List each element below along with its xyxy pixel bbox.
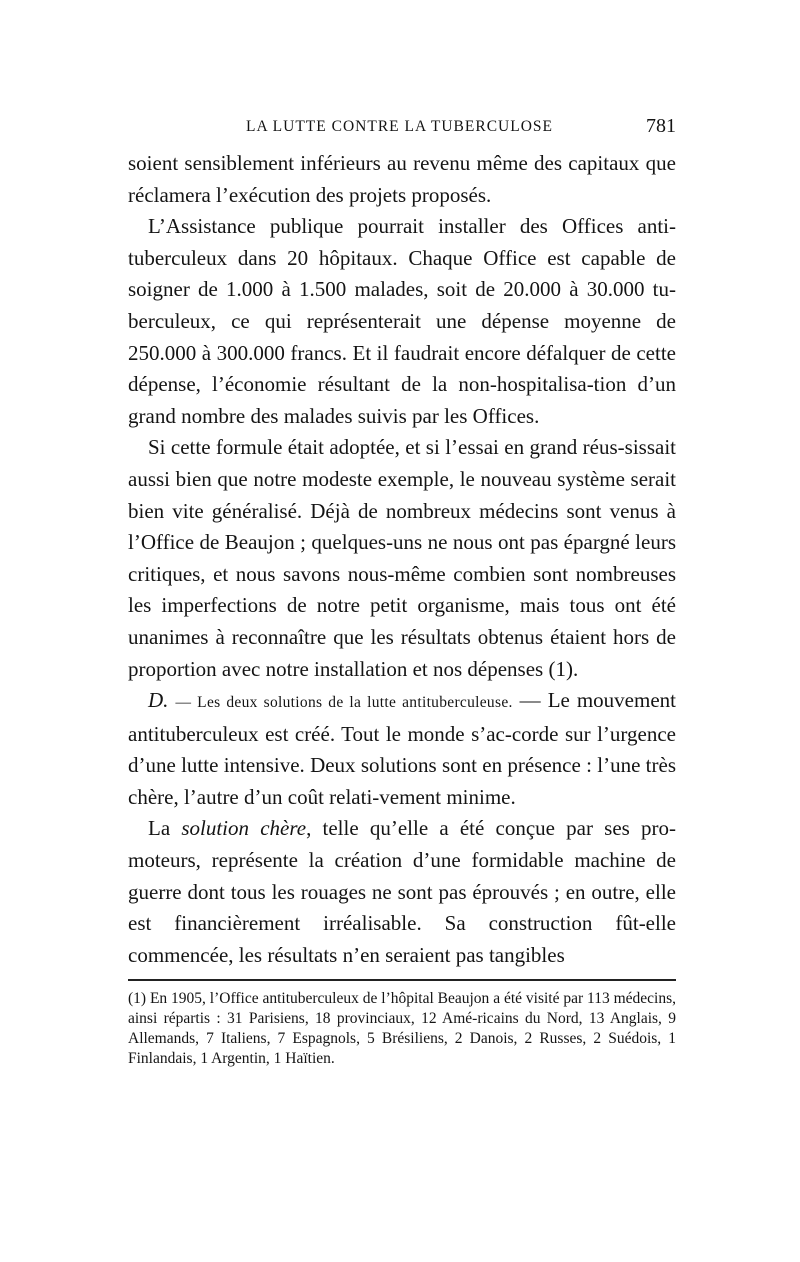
footnote-rule <box>128 979 676 981</box>
section-d-text: — Le mouvement antituberculeux est créé. Tout le monde s’ac-corde sur l’urgence d’une lutte intensive. Deux solutions sont en présence : l’une très chère, l’autre d’un coût relati-vement minime. <box>128 688 676 809</box>
paragraph-formule: Si cette formule était adoptée, et si l’essai en grand réus-sissait aussi bien que notre modeste exemple, le nouveau système serait bien vite généralisé. Déjà de nombreux médecins sont venus à l’Office de Beaujon ; quelques-uns ne nous ont pas épargné leurs critiques, et nous savons nous-même combien sont nombreuses les imperfections de notre petit organisme, mais tous ont été unanimes à reconnaître que les résultats obtenus étaient hors de proportion avec notre installation et nos dépenses (1). <box>128 435 676 681</box>
paragraph-solution-chere <box>128 813 676 971</box>
body-text <box>128 148 676 971</box>
solution-chere-italic: solution chère <box>181 816 307 841</box>
paragraph-assistance-publique: L’Assistance publique pourrait installer des Offices anti-tuberculeux dans 20 hôpitaux. Chaque Office est capable de soigner de 1.000 à 1.500 malades, soit de 20.000 à 30.000 tu-berculeux, ce qui représenterait une dépense moyenne de 250.000 à 300.000 francs. Et il faudrait encore défalquer de cette dépense, l’économie résultant de la non-hospitalisa-tion d’un grand nombre des malades suivis par les Offices. <box>128 214 676 428</box>
solution-chere-text: , telle qu’elle a été conçue par ses pro-moteurs, représente la création d’une formidable machine de guerre dont tous les rouages ne sont pas éprouvés ; en outre, elle est financièrement irréalisable. Sa construction fût-elle commencée, les résultats n’en seraient pas tangibles <box>128 816 676 967</box>
solution-lead: La <box>148 816 182 841</box>
page-header <box>128 115 676 148</box>
paragraph-continuation: soient sensiblement inférieurs au revenu même des capitaux que réclamera l’exécution des projets proposés. <box>128 151 676 207</box>
page-number: 781 <box>646 115 676 137</box>
section-heading: — Les deux solutions de la lutte antituberculeuse. <box>175 694 513 712</box>
footnote: (1) En 1905, l’Office antituberculeux de l’hôpital Beaujon a été visité par 113 médecins, ainsi répartis : 31 Parisiens, 18 provinciaux, 12 Amé-ricains du Nord, 13 Anglais, 9 Allemands, 7 Italiens, 7 Espagnols, 5 Brésiliens, 2 Danois, 2 Russes, 2 Suédois, 1 Finlandais, 1 Argentin, 1 Haïtien. <box>128 990 676 1068</box>
book-page <box>128 115 676 1069</box>
running-head: LA LUTTE CONTRE LA TUBERCULOSE <box>246 118 553 135</box>
section-letter: D. <box>148 688 169 713</box>
paragraph-section-d <box>128 685 676 813</box>
